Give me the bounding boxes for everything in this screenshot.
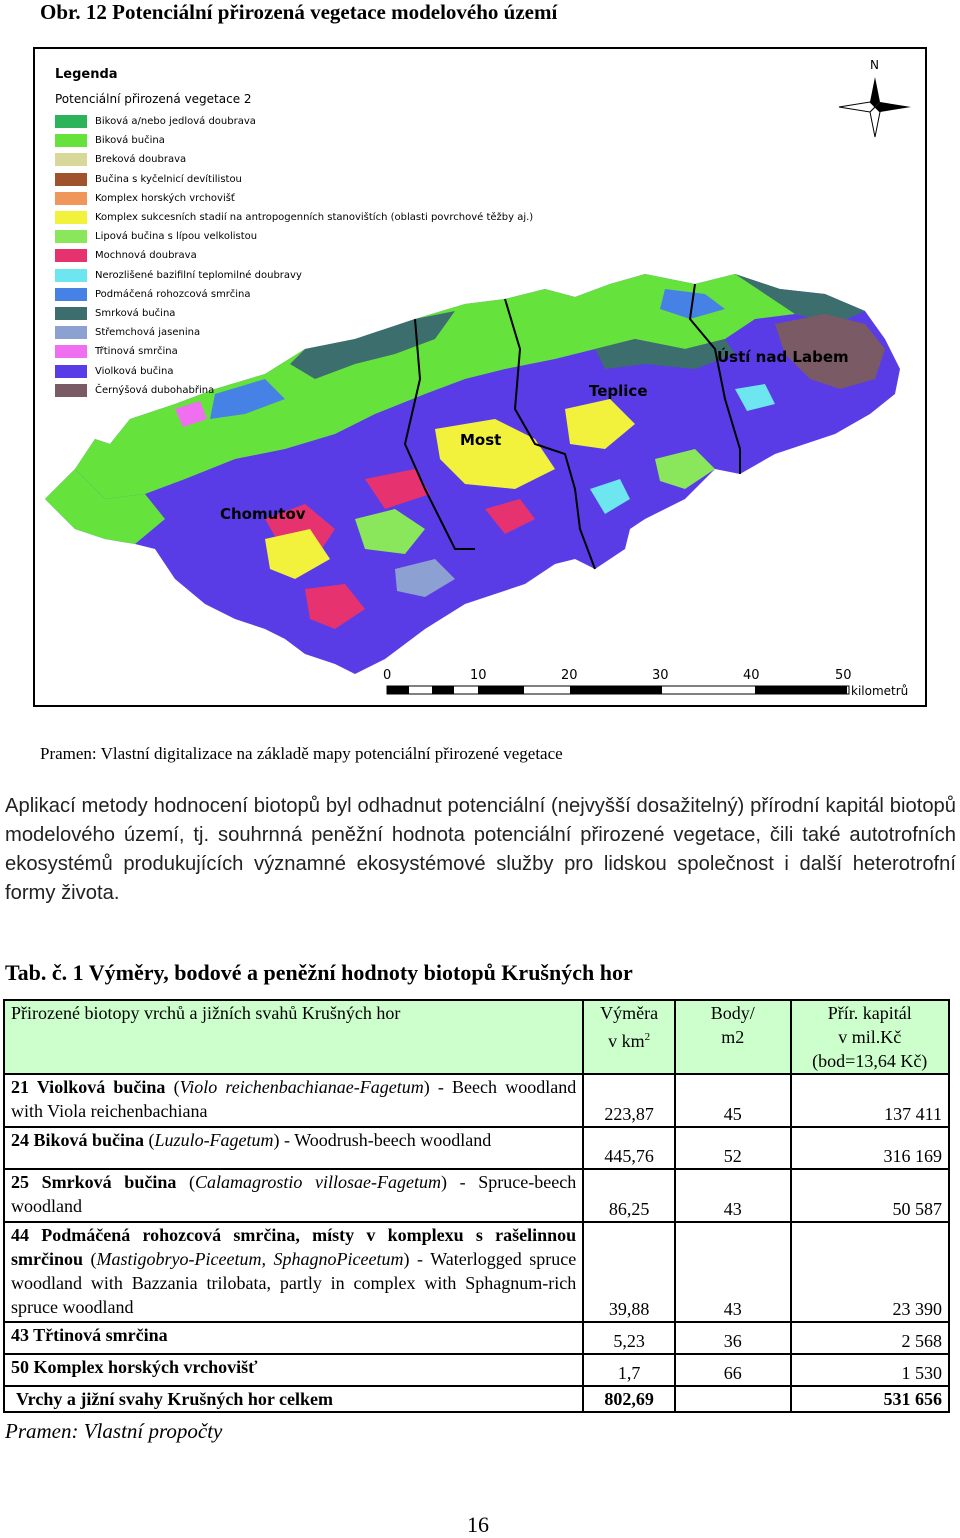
biotope-description: ) - Spruce-beech woodland	[11, 1172, 577, 1216]
biotope-name-cell	[4, 1074, 583, 1127]
header-capital	[791, 1000, 950, 1074]
header-area-line2: v km	[608, 1031, 645, 1051]
capital-cell: 1 530	[791, 1354, 950, 1386]
legend-swatch	[55, 365, 87, 378]
legend-item	[55, 150, 533, 169]
legend-swatch	[55, 115, 87, 128]
area-cell: 1,7	[583, 1354, 675, 1386]
table-row	[4, 1074, 949, 1127]
capital-cell: 2 568	[791, 1322, 950, 1354]
biotope-paren-open: (	[83, 1249, 97, 1269]
legend-item	[55, 266, 533, 285]
legend-swatch	[55, 230, 87, 243]
area-cell: 86,25	[583, 1169, 675, 1222]
legend-item	[55, 361, 533, 380]
header-capital-line2: v mil.Kč	[838, 1027, 902, 1047]
north-label: N	[870, 58, 879, 72]
points-cell: 43	[675, 1222, 790, 1322]
total-label: Vrchy a jižní svahy Krušných hor celkem	[4, 1386, 583, 1412]
legend-label: Podmáčená rohozcová smrčina	[95, 288, 251, 300]
biotope-description: ) - Waterlogged spruce woodland with Bazzania trilobata, partly in complex with Sphagnum-rich spruce woodland	[11, 1249, 577, 1317]
page-number: 16	[467, 1512, 489, 1537]
points-cell: 66	[675, 1354, 790, 1386]
legend-swatch	[55, 345, 87, 358]
table-row	[4, 1127, 949, 1169]
biotope-latin-name: Calamagrostio villosae-Fagetum	[195, 1172, 441, 1192]
biotope-name: 24 Biková bučina	[11, 1130, 145, 1150]
legend-item	[55, 112, 533, 131]
biotope-name-cell	[4, 1169, 583, 1222]
total-area: 802,69	[583, 1386, 675, 1412]
legend-swatch	[55, 326, 87, 339]
legend-item	[55, 381, 533, 400]
biotope-paren-open: (	[165, 1077, 180, 1097]
legend-swatch	[55, 134, 87, 147]
scale-tick-10: 10	[470, 668, 487, 683]
biotope-paren-open: (	[176, 1172, 195, 1192]
capital-cell: 137 411	[791, 1074, 950, 1127]
legend-label: Mochnová doubrava	[95, 250, 197, 262]
city-label-teplice: Teplice	[589, 382, 648, 400]
legend-swatch	[55, 269, 87, 282]
legend-label: Nerozlišené bazifilní teplomilné doubravy	[95, 269, 302, 281]
capital-cell: 50 587	[791, 1169, 950, 1222]
figure-source: Pramen: Vlastní digitalizace na základě mapy potenciální přirozené vegetace	[40, 744, 563, 763]
legend-item	[55, 323, 533, 342]
table-row	[4, 1322, 949, 1354]
legend-label: Střemchová jasenina	[95, 327, 201, 339]
legend-label: Biková a/nebo jedlová doubrava	[95, 116, 256, 128]
total-points	[675, 1386, 790, 1412]
points-cell: 43	[675, 1169, 790, 1222]
scale-tick-20: 20	[561, 668, 578, 683]
biotope-name-cell	[4, 1127, 583, 1169]
biotope-name-cell	[4, 1322, 583, 1354]
legend-item	[55, 285, 533, 304]
legend-label: Komplex horských vrchovišť	[95, 192, 235, 204]
legend-swatch	[55, 173, 87, 186]
figure-title: Obr. 12 Potenciální přirozená vegetace modelového území	[40, 0, 558, 24]
header-area-sup: 2	[644, 1031, 651, 1043]
legend-item	[55, 131, 533, 150]
scale-tick-50: 50	[835, 668, 852, 683]
header-points-line1: Body/	[710, 1003, 755, 1023]
biotope-latin-name: Mastigobryo-Piceetum, SphagnoPiceetum	[96, 1249, 404, 1269]
area-cell: 445,76	[583, 1127, 675, 1169]
points-cell: 36	[675, 1322, 790, 1354]
legend-item	[55, 304, 533, 323]
biotope-description: ) - Woodrush-beech woodland	[273, 1130, 492, 1150]
legend-label: Biková bučina	[95, 135, 165, 147]
legend-list	[55, 112, 533, 400]
header-points-line2: m2	[721, 1027, 745, 1047]
scale-tick-0: 0	[383, 668, 392, 683]
legend-subtitle: Potenciální přirozená vegetace 2	[55, 92, 252, 106]
biotope-name: 50 Komplex horských vrchovišť	[11, 1357, 258, 1377]
biotope-name: 43 Třtinová smrčina	[11, 1325, 168, 1345]
area-cell: 39,88	[583, 1222, 675, 1322]
area-cell: 5,23	[583, 1322, 675, 1354]
header-capital-line3: (bod=13,64 Kč)	[812, 1051, 928, 1071]
vegetation-map	[33, 47, 927, 707]
legend-swatch	[55, 288, 87, 301]
capital-cell: 23 390	[791, 1222, 950, 1322]
header-points	[675, 1000, 790, 1074]
legend-label: Smrková bučina	[95, 307, 176, 319]
biotope-name: 21 Violková bučina	[11, 1077, 166, 1097]
city-label-usti: Ústí nad Labem	[717, 348, 849, 366]
biotope-name-cell	[4, 1222, 583, 1322]
biotope-description: ) - Beech woodland with Viola reichenbachiana	[11, 1077, 577, 1121]
biotope-latin-name: Luzulo-Fagetum	[154, 1130, 274, 1150]
legend-item	[55, 189, 533, 208]
legend-swatch	[55, 192, 87, 205]
city-label-most: Most	[460, 431, 502, 449]
body-paragraph: Aplikací metody hodnocení biotopů byl odhadnut potenciální (nejvyšší dosažitelný) přírodní kapitál biotopů modelového území, tj. souhrnná peněžní hodnota potenciální přirozené vegetace, čili také autotrofních ekosystémů produkujících významné ekosystémové služby pro lidskou společnost i další heterotrofní formy života.	[5, 795, 956, 904]
biotope-table	[3, 999, 950, 1413]
total-capital: 531 656	[791, 1386, 950, 1412]
header-area	[583, 1000, 675, 1074]
legend-label: Breková doubrava	[95, 154, 187, 166]
table-header-row	[4, 1000, 949, 1074]
legend-title: Legenda	[55, 67, 118, 82]
scale-tick-40: 40	[743, 668, 760, 683]
table-row	[4, 1354, 949, 1386]
capital-cell: 316 169	[791, 1127, 950, 1169]
legend-label: Lipová bučina s lípou velkolistou	[95, 231, 258, 243]
biotope-name: 44 Podmáčená rohozcová smrčina, místy v komplexu s rašelinnou smrčinou	[11, 1225, 577, 1269]
header-area-line1: Výměra	[600, 1003, 659, 1023]
table-title: Tab. č. 1 Výměry, bodové a peněžní hodnoty biotopů Krušných hor	[5, 960, 633, 985]
legend-item	[55, 170, 533, 189]
legend-swatch	[55, 384, 87, 397]
legend-label: Violková bučina	[95, 365, 174, 377]
legend-swatch	[55, 249, 87, 262]
table-total-row	[4, 1386, 949, 1412]
scale-bar	[383, 668, 908, 698]
legend-swatch	[55, 211, 87, 224]
biotope-name-cell	[4, 1354, 583, 1386]
city-label-chomutov: Chomutov	[220, 505, 306, 523]
table-row	[4, 1222, 949, 1322]
legend-item	[55, 342, 533, 361]
scale-tick-30: 30	[652, 668, 669, 683]
points-cell: 45	[675, 1074, 790, 1127]
legend-item	[55, 246, 533, 265]
legend-item	[55, 208, 533, 227]
table-row	[4, 1169, 949, 1222]
points-cell: 52	[675, 1127, 790, 1169]
table-source: Pramen: Vlastní propočty	[5, 1419, 223, 1443]
biotope-name: 25 Smrková bučina	[11, 1172, 177, 1192]
legend-swatch	[55, 153, 87, 166]
north-arrow	[839, 77, 911, 137]
biotope-latin-name: Violo reichenbachianae-Fagetum	[179, 1077, 424, 1097]
header-biotopes: Přirozené biotopy vrchů a jižních svahů Krušných hor	[4, 1000, 583, 1074]
legend-label: Bučina s kyčelnicí devítilistou	[95, 173, 242, 185]
legend-label: Černýšová dubohabřina	[95, 384, 215, 396]
legend-item	[55, 227, 533, 246]
legend-label: Třtinová smrčina	[95, 346, 178, 358]
header-capital-line1: Přír. kapitál	[827, 1003, 912, 1023]
legend-label: Komplex sukcesních stadií na antropogenních stanovištích (oblasti povrchové těžby aj.)	[95, 212, 534, 224]
scale-unit: kilometrů	[851, 684, 909, 698]
legend-swatch	[55, 307, 87, 320]
biotope-paren-open: (	[144, 1130, 155, 1150]
area-cell: 223,87	[583, 1074, 675, 1127]
